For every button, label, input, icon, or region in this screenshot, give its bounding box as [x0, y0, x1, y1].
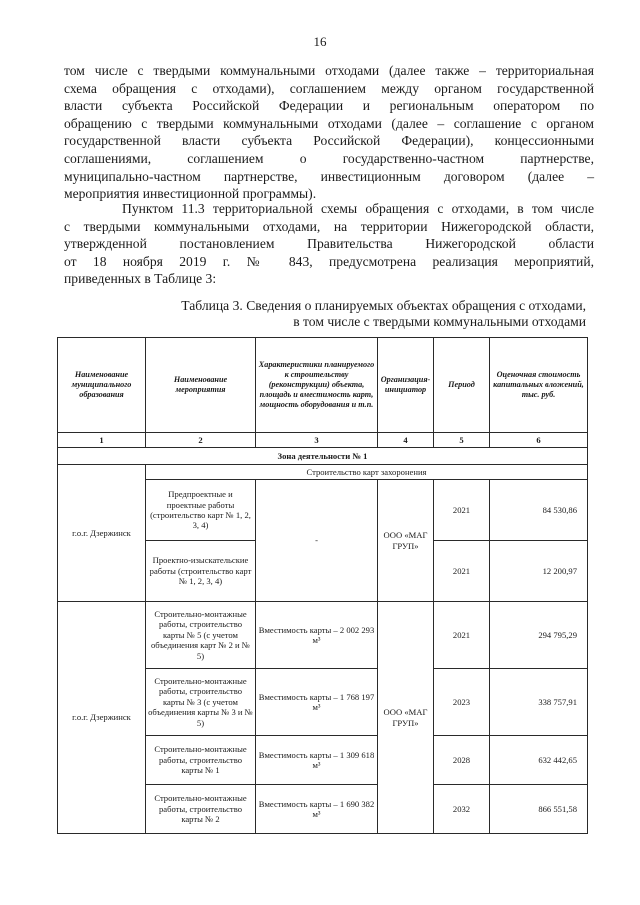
header-characteristics: Характеристики планируемого к строительству (реконструкции) объекта, площадь и вместимость карт, мощность оборудования и т.п.	[256, 338, 378, 433]
text-line: от 18 ноября 2019 г. № 843, предусмотрена реализация мероприятий,	[64, 253, 594, 269]
activity-cell: Строительно-монтажные работы, строительство карты № 2	[146, 785, 256, 834]
municipality-cell: г.о.г. Дзержинск	[58, 602, 146, 834]
header-municipality: Наименование муниципального образования	[58, 338, 146, 433]
text-line: соглашениями, соглашением о государственно-частном партнерстве,	[64, 150, 594, 166]
header-organization: Организация-инициатор	[378, 338, 434, 433]
period-cell: 2032	[434, 785, 490, 834]
period-cell: 2021	[434, 541, 490, 602]
characteristics-cell: Вместимость карты – 1 690 382 м³	[256, 785, 378, 834]
characteristics-cell: Вместимость карты – 1 309 618 м³	[256, 736, 378, 785]
header-row	[58, 338, 588, 433]
text-line: обращению с твердыми коммунальными отходами (далее – соглашение с органом	[64, 115, 594, 131]
caption-line: в том числе с твердыми коммунальными отходами	[293, 314, 586, 329]
activity-cell: Строительно-монтажные работы, строительство карты № 3 (с учетом объединения карты № 3 и № 5)	[146, 669, 256, 736]
activity-cell: Проектно-изыскательские работы (строительство карт № 1, 2, 3, 4)	[146, 541, 256, 602]
table-row	[58, 602, 588, 669]
caption-line: Таблица 3. Сведения о планируемых объектах обращения с отходами,	[181, 298, 586, 313]
characteristics-cell: Вместимость карты – 1 768 197 м³	[256, 669, 378, 736]
header-cost: Оценочная стоимость капитальных вложений, тыс. руб.	[490, 338, 588, 433]
cost-cell: 338 757,91	[490, 669, 588, 736]
text-line: власти субъекта Российской Федерации и региональным оператором по	[64, 98, 594, 114]
text-line: муниципально-частном партнерстве, инвестиционным договором (далее –	[64, 168, 594, 184]
section-label: Строительство карт захоронения	[146, 465, 588, 480]
text-line: с твердыми коммунальными отходами, на территории Нижегородской области,	[64, 218, 594, 234]
header-period: Период	[434, 338, 490, 433]
column-number-row	[58, 433, 588, 448]
text-line: утвержденной постановлением Правительства Нижегородской области	[64, 236, 594, 252]
zone-label: Зона деятельности № 1	[58, 448, 588, 465]
cost-cell: 632 442,65	[490, 736, 588, 785]
column-number: 3	[256, 433, 378, 448]
page-number: 16	[313, 34, 327, 49]
characteristics-cell: Вместимость карты – 2 002 293 м³	[256, 602, 378, 669]
activity-cell: Предпроектные и проектные работы (строительство карт № 1, 2, 3, 4)	[146, 480, 256, 541]
period-cell: 2021	[434, 602, 490, 669]
text-line: мероприятия инвестиционной программы).	[64, 186, 317, 202]
paragraph-measures	[64, 200, 594, 288]
activity-cell: Строительно-монтажные работы, строительство карты № 1	[146, 736, 256, 785]
cost-cell: 12 200,97	[490, 541, 588, 602]
text-line: Пунктом 11.3 территориальной схемы обращения с отходами, в том числе	[122, 201, 594, 216]
period-cell: 2021	[434, 480, 490, 541]
column-number: 4	[378, 433, 434, 448]
header-activity: Наименование мероприятия	[146, 338, 256, 433]
text-line: приведенных в Таблице 3:	[64, 271, 217, 287]
cost-cell: 866 551,58	[490, 785, 588, 834]
text-line: схема обращения с отходами), соглашением между органом государственной	[64, 80, 594, 96]
zone-row	[58, 448, 588, 465]
column-number: 5	[434, 433, 490, 448]
cost-cell: 294 795,29	[490, 602, 588, 669]
period-cell: 2028	[434, 736, 490, 785]
facilities-table	[57, 337, 588, 834]
period-cell: 2023	[434, 669, 490, 736]
municipality-cell: г.о.г. Дзержинск	[58, 465, 146, 602]
text-line: государственной власти субъекта Российской Федерации), концессионными	[64, 133, 594, 149]
organization-cell: ООО «МАГ ГРУП»	[378, 602, 434, 834]
column-number: 6	[490, 433, 588, 448]
column-number: 2	[146, 433, 256, 448]
activity-cell: Строительно-монтажные работы, строительство карты № 5 (с учетом объединения карт № 2 и № 5)	[146, 602, 256, 669]
column-number: 1	[58, 433, 146, 448]
section-row	[58, 465, 588, 480]
cost-cell: 84 530,86	[490, 480, 588, 541]
text-line: том числе с твердыми коммунальными отходами (далее также – территориальная	[64, 63, 594, 78]
table-caption	[120, 298, 586, 330]
organization-cell: ООО «МАГ ГРУП»	[378, 480, 434, 602]
paragraph-intro	[64, 62, 594, 203]
characteristics-cell: -	[256, 480, 378, 602]
